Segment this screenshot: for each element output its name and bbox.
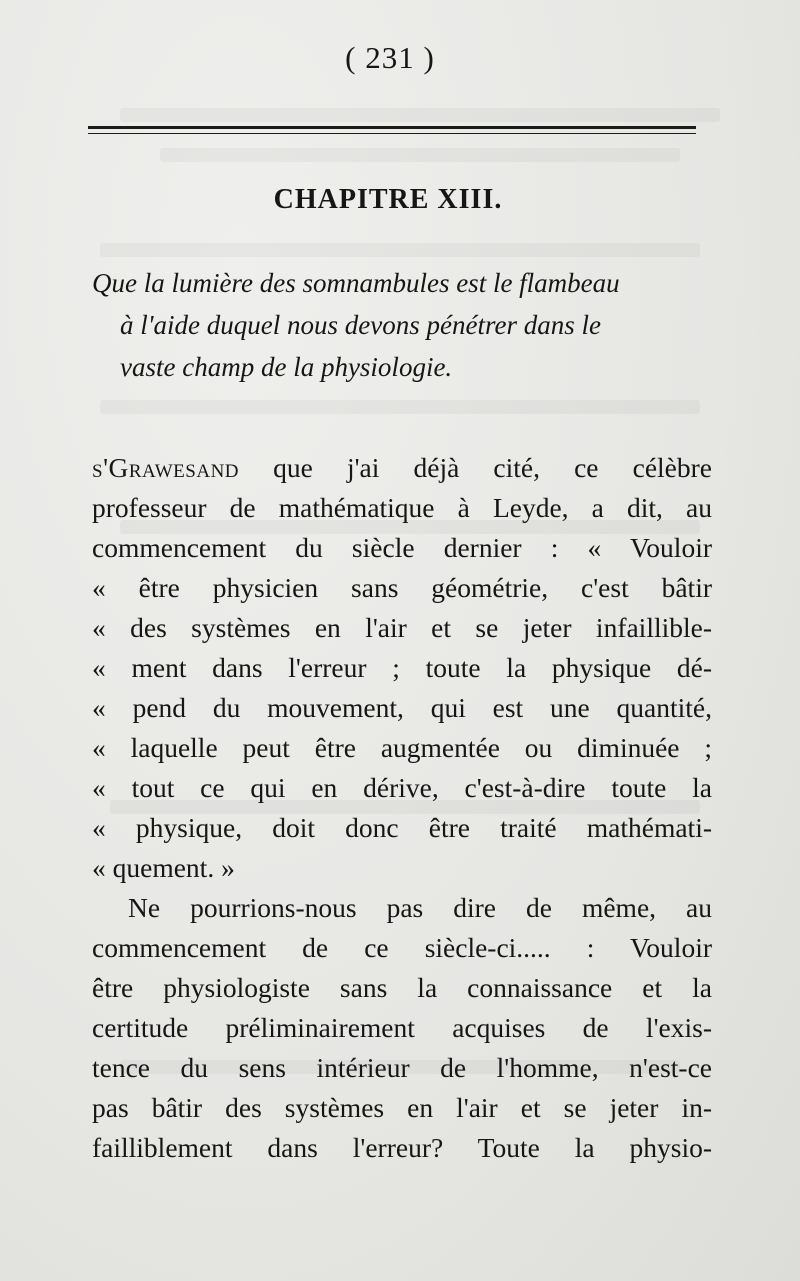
header-rule-thick	[88, 126, 696, 129]
bleed-through-line	[100, 243, 700, 257]
paragraph-line: « ment dans l'erreur ; toute la physique dé-	[92, 652, 712, 683]
bleed-through-line	[100, 400, 700, 414]
paragraph-line: « être physicien sans géométrie, c'est bâtir	[92, 572, 712, 603]
author-name: s'Grawesand	[92, 452, 240, 483]
header-rule-thin	[88, 133, 696, 134]
chapter-subtitle-line: à l'aide duquel nous devons pénétrer dans le	[120, 310, 601, 340]
paragraph-line: « physique, doit donc être traité mathémati-	[92, 812, 712, 843]
chapter-subtitle-line: vaste champ de la physiologie.	[120, 352, 453, 382]
page-number: ( 231 )	[345, 40, 435, 75]
paragraph-line: « quement. »	[92, 852, 235, 883]
paragraph-line: commencement du siècle dernier : « Vouloir	[92, 532, 712, 563]
paragraph-line: professeur de mathématique à Leyde, a dit, au	[92, 492, 712, 523]
paragraph-line: « pend du mouvement, qui est une quantité,	[92, 692, 712, 723]
paragraph-line: « laquelle peut être augmentée ou diminuée ;	[92, 732, 712, 763]
paragraph-line: « tout ce qui en dérive, c'est-à-dire toute la	[92, 772, 712, 803]
paragraph-line: Ne pourrions-nous pas dire de même, au	[128, 892, 712, 923]
paragraph-line: commencement de ce siècle-ci..... : Vouloir	[92, 932, 712, 963]
bleed-through-line	[120, 108, 720, 122]
paragraph-line: être physiologiste sans la connaissance et la	[92, 972, 712, 1003]
paragraph-line: « des systèmes en l'air et se jeter infaillible-	[92, 612, 712, 643]
paragraph-line: pas bâtir des systèmes en l'air et se jeter in-	[92, 1092, 712, 1123]
paragraph-line: failliblement dans l'erreur? Toute la physio-	[92, 1132, 712, 1163]
paragraph-line: tence du sens intérieur de l'homme, n'est-ce	[92, 1052, 712, 1083]
chapter-title: CHAPITRE XIII.	[273, 184, 503, 215]
paragraph-line: certitude préliminairement acquises de l'exis-	[92, 1012, 712, 1043]
paragraph-line: s'Grawesand que j'ai déjà cité, ce célèbre	[92, 452, 712, 483]
bleed-through-line	[160, 148, 680, 162]
chapter-subtitle-line: Que la lumière des somnambules est le flambeau	[92, 268, 620, 298]
